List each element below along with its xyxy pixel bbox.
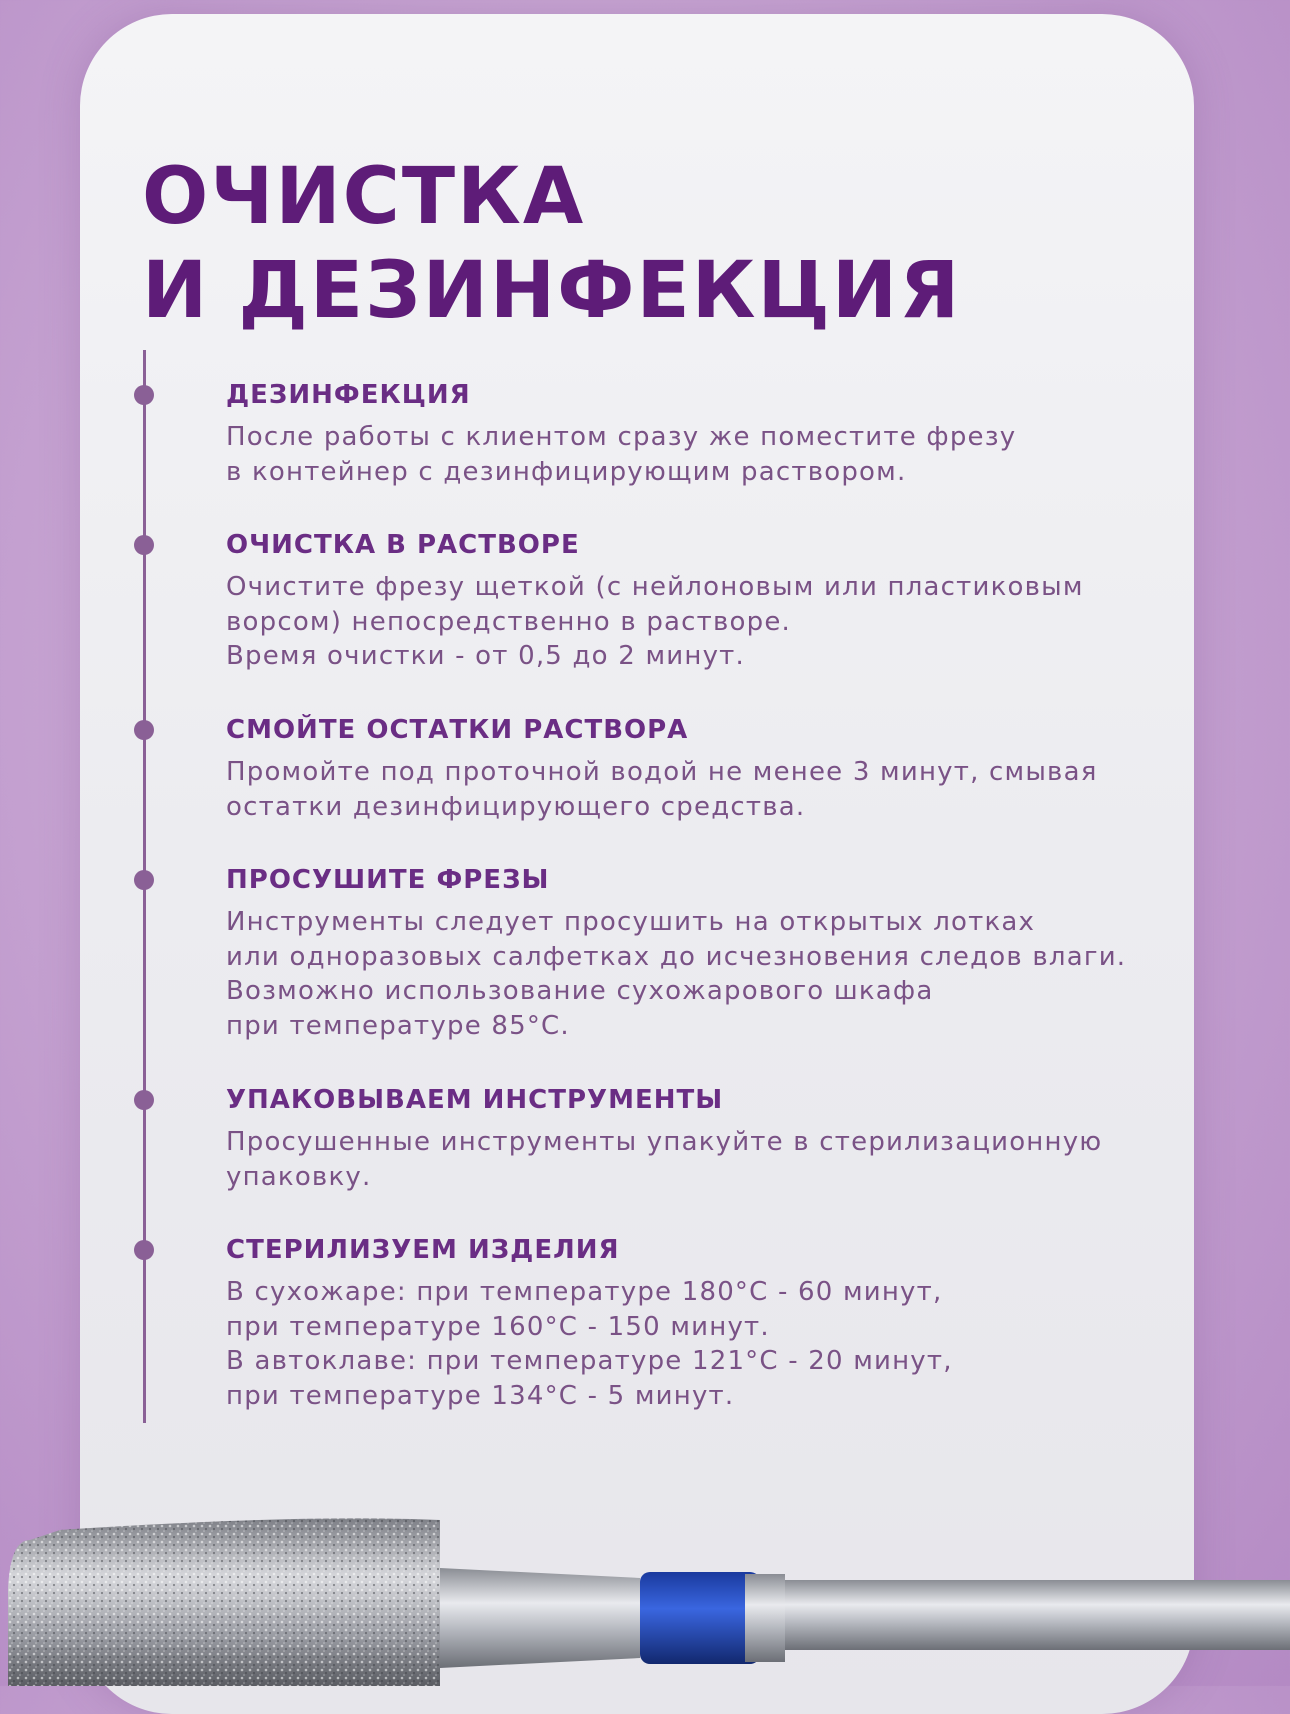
step-text: В сухожаре: при температуре 180°С - 60 минут, при температуре 160°С - 150 минут. В автоклаве: при температуре 121°С - 20 минут, при температуре 134°С - 5 минут.	[226, 1277, 953, 1411]
step-text: Просушенные инструменты упакуйте в стерилизационную упаковку.	[226, 1127, 1103, 1192]
step-heading: СМОЙТЕ ОСТАТКИ РАСТВОРА	[226, 715, 689, 745]
step-rinse	[226, 715, 1176, 824]
step-heading: ДЕЗИНФЕКЦИЯ	[226, 380, 471, 410]
step-text: Промойте под проточной водой не менее 3 минут, смывая остатки дезинфицирующего средства.	[226, 757, 1098, 822]
step-heading: ПРОСУШИТЕ ФРЕЗЫ	[226, 865, 550, 895]
timeline-dot	[134, 1090, 154, 1110]
diamond-bur-image	[0, 1500, 1290, 1686]
timeline-dot	[134, 535, 154, 555]
timeline-dot	[134, 385, 154, 405]
step-heading: СТЕРИЛИЗУЕМ ИЗДЕЛИЯ	[226, 1235, 620, 1265]
title-line-2: И ДЕЗИНФЕКЦИЯ	[142, 246, 962, 336]
step-text: После работы с клиентом сразу же поместите фрезу в контейнер с дезинфицирующим раствором.	[226, 422, 1017, 487]
step-text: Инструменты следует просушить на открытых лотках или одноразовых салфетках до исчезновения следов влаги. Возможно использование сухожарового шкафа при температуре 85°С.	[226, 907, 1127, 1041]
step-heading: УПАКОВЫВАЕМ ИНСТРУМЕНТЫ	[226, 1085, 724, 1115]
page-title	[142, 150, 961, 338]
step-text: Очистите фрезу щеткой (с нейлоновым или пластиковым ворсом) непосредственно в растворе. Время очистки - от 0,5 до 2 минут.	[226, 572, 1084, 671]
timeline-dot	[134, 720, 154, 740]
timeline-dot	[134, 870, 154, 890]
step-sterilize	[226, 1235, 1176, 1413]
step-dry	[226, 865, 1176, 1043]
title-line-1: ОЧИСТКА	[142, 152, 586, 242]
step-heading: ОЧИСТКА В РАСТВОРЕ	[226, 530, 580, 560]
step-disinfection	[226, 380, 1176, 489]
step-cleaning-in-solution	[226, 530, 1176, 674]
step-package	[226, 1085, 1176, 1194]
timeline-dot	[134, 1240, 154, 1260]
